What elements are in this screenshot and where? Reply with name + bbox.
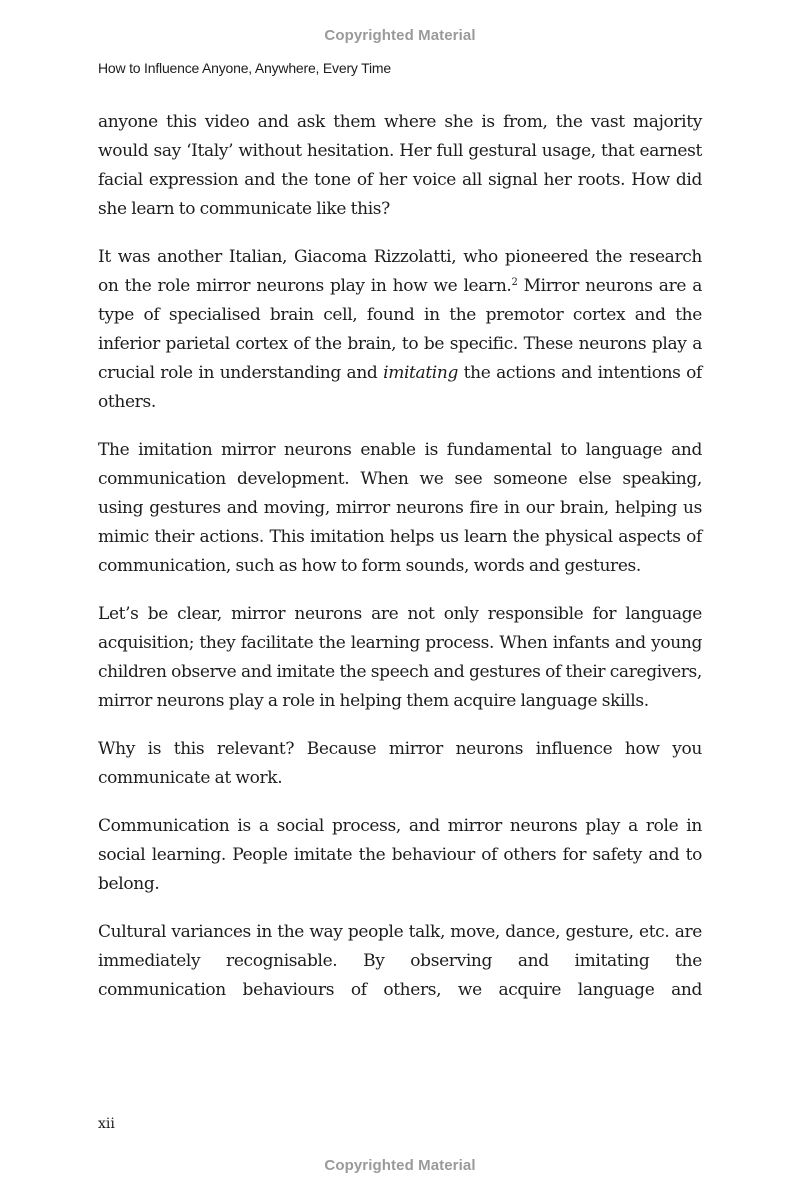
paragraph-2-text-middle: Mirror neurons are a type of specialised brain cell, found in the premotor cortex and the inferior parietal cortex of the brain, to be specific. These neurons play a crucial role in understanding and bbox=[98, 276, 702, 383]
paragraph-2 bbox=[98, 243, 702, 417]
paragraph-5: Why is this relevant? Because mirror neurons influence how you communicate at work. bbox=[98, 739, 702, 788]
running-head: How to Influence Anyone, Anywhere, Every Time bbox=[98, 60, 391, 76]
footnote-reference[interactable]: 2 bbox=[511, 277, 518, 288]
paragraph-2-text-end: the actions and intentions of others. bbox=[98, 363, 703, 412]
page-number: xii bbox=[98, 1116, 115, 1132]
emphasis-imitating: imitating bbox=[383, 363, 459, 383]
paragraph-3: The imitation mirror neurons enable is fundamental to language and communication development. When we see someone else speaking, using gestures and moving, mirror neurons fire in our brain, helping us mimic their actions. This imitation helps us learn the physical aspects of communication, such as how to form sounds, words and gestures. bbox=[98, 440, 702, 576]
paragraph-6: Communication is a social process, and mirror neurons play a role in social learning. People imitate the behaviour of others for safety and to belong. bbox=[98, 816, 702, 894]
paragraph-7: Cultural variances in the way people talk, move, dance, gesture, etc. are immediately recognisable. By observing and imitating the communication behaviours of others, we acquire language and bbox=[98, 922, 702, 1000]
paragraph-1: anyone this video and ask them where she is from, the vast majority would say ‘Italy’ without hesitation. Her full gestural usage, that earnest facial expression and the tone of her voice all signal her roots. How did she learn to communicate like this? bbox=[98, 112, 702, 219]
copyright-watermark-bottom: Copyrighted Material bbox=[324, 1157, 476, 1174]
copyright-watermark-top: Copyrighted Material bbox=[324, 27, 476, 44]
paragraph-4: Let’s be clear, mirror neurons are not only responsible for language acquisition; they facilitate the learning process. When infants and young children observe and imitate the speech and gestures of their caregivers, mirror neurons play a role in helping them acquire language skills. bbox=[98, 604, 702, 711]
paragraph-2-text-start: It was another Italian, Giacoma Rizzolatti, who pioneered the research on the role mirror neurons play in how we learn. bbox=[98, 247, 702, 296]
page-body bbox=[98, 108, 702, 1005]
